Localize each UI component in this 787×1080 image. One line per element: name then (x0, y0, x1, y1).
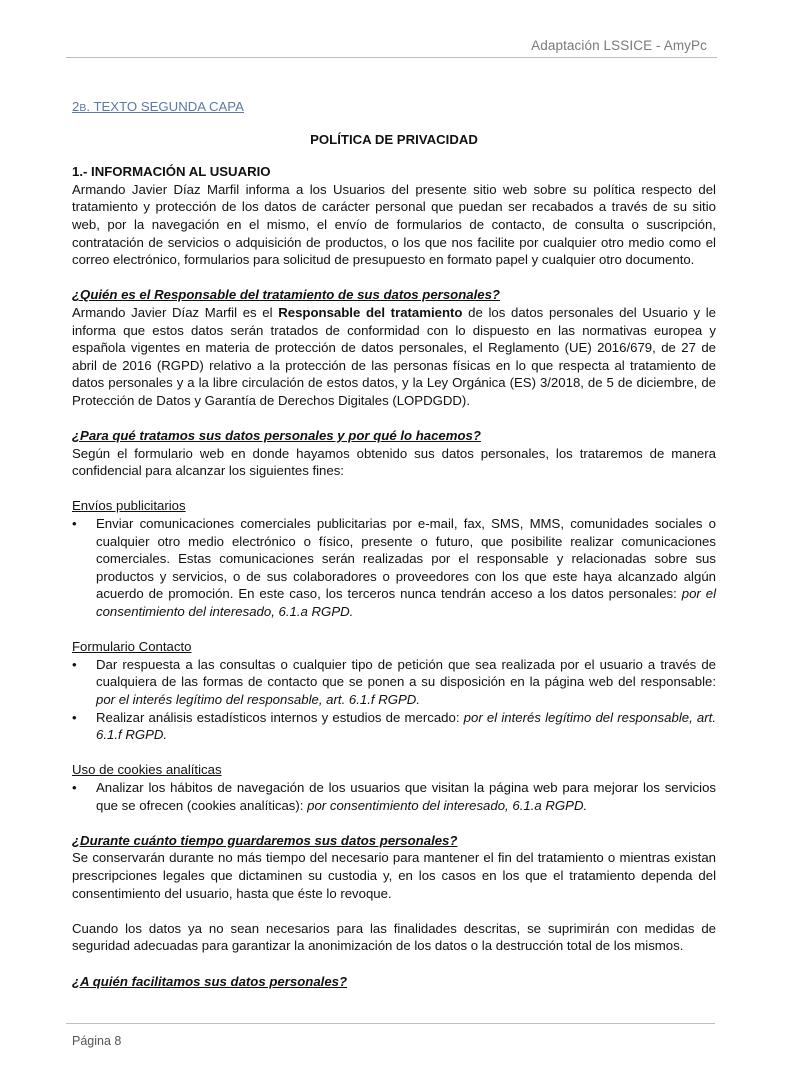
legal-basis: por consentimiento del interesado, 6.1.a RGPD. (307, 797, 588, 813)
cookies-list (72, 779, 716, 814)
envios-heading: Envíos publicitarios (72, 498, 186, 514)
info-usuario-paragraph: Armando Javier Díaz Marfil informa a los Usuarios del presente sitio web sobre su política respecto del tratamiento y protección de los datos de carácter personal que puedan ser recabados a través de su sitio web, por la navegación en el mismo, el envío de formularios de contacto, de consulta o suscripción, contratación de servicios o adquisición de productos, o los que nos facilite por cualquier otro medio como el correo electrónico, formularios para solicitud de presupuesto en formato papel y cualquier otro documento. (72, 181, 716, 268)
list-item-text: Enviar comunicaciones comerciales publicitarias por e-mail, fax, SMS, MMS, comunidades sociales o cualquier otro medio electrónico o físico, presente o futuro, que posibilite realizar comunicaciones comerciales. Estas comunicaciones serán realizadas por el responsable y relacionadas sobre sus productos y servicios, o de sus colaboradores o proveedores con los que este haya alcanzado algún acuerdo de promoción. En este caso, los terceros nunca tendrán acceso a los datos personales: (96, 516, 716, 602)
responsable-text-bold: Responsable del tratamiento (278, 304, 463, 320)
bullet-icon: • (72, 779, 77, 795)
document-body (72, 98, 716, 990)
conservacion-paragraph-1: Se conservarán durante no más tiempo del necesario para mantener el fin del tratamiento o mientras existan prescripciones legales que dictaminen su custodia y, en los casos en los que el tratamiento dependa del consentimiento del usuario, hasta que éste lo revoque. (72, 850, 716, 901)
conservacion-question: ¿Durante cuánto tiempo guardaremos sus datos personales? (72, 832, 458, 848)
list-item-text: Dar respuesta a las consultas o cualquier tipo de petición que sea realizada por el usuario a través de cualquiera de las formas de contacto que se ponen a su disposición en la página web del responsable: (96, 656, 716, 690)
contacto-list (72, 656, 716, 744)
responsable-text-after: de los datos personales del Usuario y le informa que estos datos serán tratados de conformidad con lo dispuesto en las normativas europea y española vigentes en materia de protección de datos personales, el Reglamento (UE) 2016/679, de 27 de abril de 2016 (RGPD) relativo a la protección de las personas físicas en lo que respecta al tratamiento de datos personales y a la libre circulación de estos datos, y la Ley Orgánica (ES) 3/2018, de 5 de diciembre, de Protección de Datos y Garantía de Derechos Digitales (LOPDGDD). (72, 304, 717, 408)
section-text: . TEXTO SEGUNDA CAPA (86, 99, 244, 114)
bullet-icon: • (72, 656, 77, 672)
responsable-text-before: Armando Javier Díaz Marfil es el (72, 304, 279, 320)
list-item (72, 709, 716, 744)
header-divider (66, 57, 717, 58)
section-suffix: B (79, 102, 87, 114)
envios-list (72, 515, 716, 621)
list-item (72, 515, 716, 621)
page-title: POLÍTICA DE PRIVACIDAD (310, 131, 478, 147)
bullet-icon: • (72, 709, 77, 725)
cookies-heading: Uso de cookies analíticas (72, 762, 222, 778)
conservacion-paragraph-2: Cuando los datos ya no sean necesarios para las finalidades descritas, se suprimirán con medidas de seguridad adecuadas para garantizar la anonimización de los datos o la destrucción total de los mismos. (72, 920, 716, 954)
responsable-question: ¿Quién es el Responsable del tratamiento de sus datos personales? (72, 287, 500, 303)
legal-basis: por el interés legítimo del responsable, art. 6.1.f RGPD. (96, 709, 716, 743)
section-number: 2 (72, 99, 80, 114)
contacto-heading: Formulario Contacto (72, 639, 192, 655)
finalidad-question: ¿Para qué tratamos sus datos personales y por qué lo hacemos? (72, 428, 481, 444)
header-title: Adaptación LSSICE - AmyPc (531, 38, 707, 53)
responsable-paragraph (72, 304, 716, 410)
section-label (72, 98, 716, 118)
list-item (72, 656, 716, 709)
list-item (72, 779, 716, 814)
page-number: Página 8 (72, 1034, 122, 1048)
list-item-text: Realizar análisis estadísticos internos y estudios de mercado: (96, 709, 464, 725)
destinatarios-question: ¿A quién facilitamos sus datos personales? (72, 973, 348, 989)
legal-basis: por el consentimiento del interesado, 6.1.a RGPD. (96, 586, 716, 620)
bullet-icon: • (72, 516, 77, 532)
legal-basis: por el interés legítimo del responsable, art. 6.1.f RGPD. (96, 692, 420, 707)
info-usuario-heading: 1.- INFORMACIÓN AL USUARIO (72, 164, 271, 180)
finalidad-paragraph: Según el formulario web en donde hayamos obtenido sus datos personales, los trataremos de manera confidencial para alcanzar los siguientes fines: (72, 445, 716, 479)
footer-divider (66, 1023, 715, 1024)
list-item-text: Analizar los hábitos de navegación de los usuarios que visitan la página web para mejorar los servicios que se ofrecen (cookies analíticas): (96, 779, 716, 813)
